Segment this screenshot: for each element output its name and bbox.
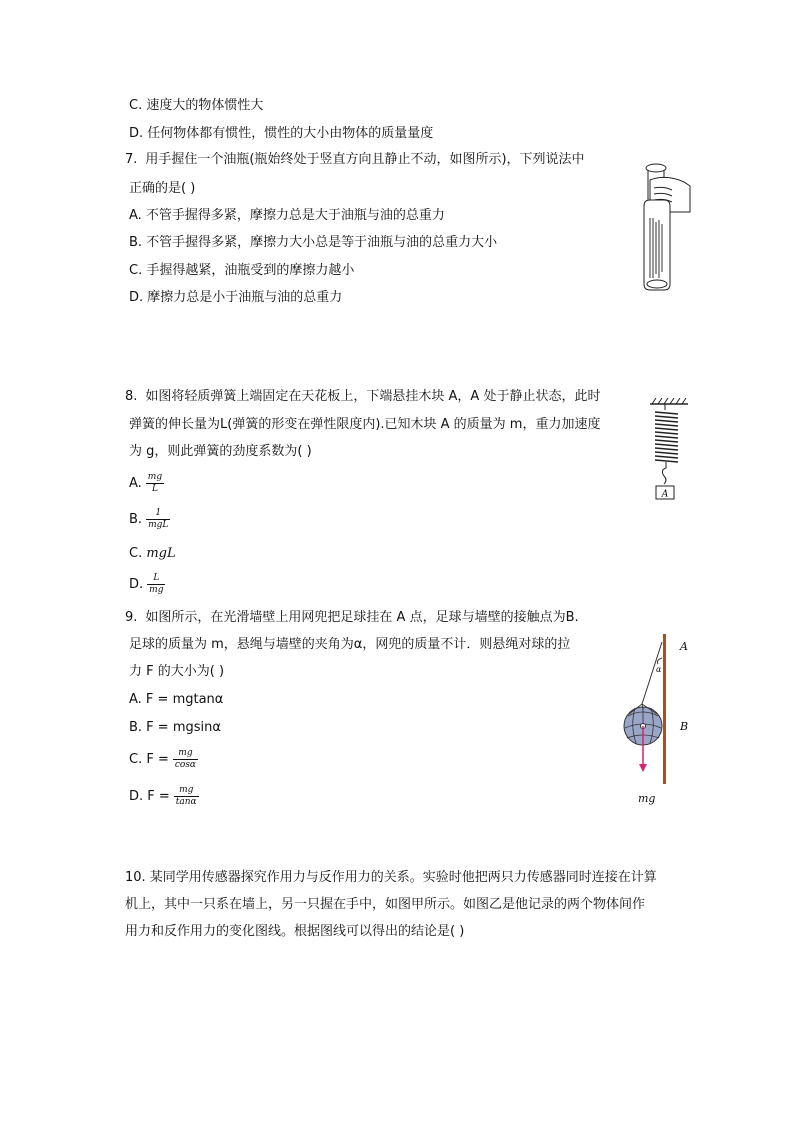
q7-oil-bottle-hand-figure — [636, 160, 692, 292]
q7-option-d: D. 摩擦力总是小于油瓶与油的总重力 — [129, 290, 343, 305]
q6-option-c: C. 速度大的物体惯性大 — [129, 98, 264, 113]
q9-stem-line1 — [125, 609, 579, 627]
q9-option-d-fraction — [174, 785, 199, 808]
q9-option-d — [129, 785, 199, 808]
q9-c-numerator: mg — [173, 748, 198, 760]
q9-football-wall-figure — [618, 630, 698, 810]
q9-stem-line2: 足球的质量为 m，悬绳与墙壁的夹角为α，网兜的质量不计．则悬绳对球的拉 — [129, 637, 571, 652]
q7-stem-line1 — [125, 151, 585, 169]
q9-d-denominator: tanα — [175, 797, 197, 807]
q8-stem-text1: 如图将轻质弹簧上端固定在天花板上，下端悬挂木块 A，A 处于静止状态，此时 — [145, 389, 601, 404]
q10-stem-line1: 10. 某同学用传感器探究作用力与反作用力的关系。实验时他把两只力传感器同时连接在计算 — [125, 870, 657, 885]
q8-option-d-label: D. — [129, 577, 144, 592]
q10-stem-line3: 用力和反作用力的变化图线。根据图线可以得出的结论是( ) — [125, 924, 465, 939]
q7-stem-text1: 用手握住一个油瓶(瓶始终处于竖直方向且静止不动，如图所示)，下列说法中 — [145, 152, 585, 167]
q9-stem-text1: 如图所示，在光滑墙壁上用网兜把足球挂在 A 点，足球与墙壁的接触点为B. — [145, 610, 579, 625]
q9-option-a: A. F = mgtanα — [129, 692, 224, 707]
q8-stem-line2: 弹簧的伸长量为L(弹簧的形变在弹性限度内).已知木块 A 的质量为 m，重力加速度 — [129, 417, 601, 432]
q9-point-a-label: A — [680, 640, 688, 653]
q7-number: 7. — [125, 152, 138, 167]
q6-option-d: D. 任何物体都有惯性，惯性的大小由物体的质量量度 — [129, 126, 434, 141]
q8-stem-line1 — [125, 388, 600, 406]
q8-d-numerator: L — [147, 573, 165, 585]
q9-mg-label: mg — [638, 792, 656, 805]
q8-option-a — [129, 472, 164, 495]
q9-c-denominator: cosα — [174, 760, 197, 770]
q9-point-b-label: B — [680, 720, 689, 733]
q8-d-denominator: mg — [149, 585, 164, 595]
q7-option-b: B. 不管手握得多紧，摩擦力大小总是等于油瓶与油的总重力大小 — [129, 235, 498, 250]
q7-option-c: C. 手握得越紧，油瓶受到的摩擦力越小 — [129, 263, 355, 278]
q9-option-c-fraction — [173, 748, 198, 771]
q8-a-numerator: mg — [147, 472, 163, 482]
q8-option-a-label: A. — [129, 476, 142, 491]
q9-d-numerator: mg — [174, 785, 199, 797]
q8-option-d-fraction — [147, 573, 165, 596]
q7-option-a: A. 不管手握得多紧，摩擦力总是大于油瓶与油的总重力 — [129, 208, 445, 223]
q10-stem-line2: 机上，其中一只系在墙上，另一只握在手中，如图甲所示。如图乙是他记录的两个物体间作 — [125, 897, 646, 912]
q9-option-c — [129, 748, 198, 771]
q9-option-c-label: C. F = — [129, 752, 169, 767]
q9-number: 9. — [125, 610, 138, 625]
q9-alpha-label: α — [656, 665, 662, 674]
q7-stem-line2: 正确的是( ) — [129, 181, 196, 196]
q8-b-numerator: 1 — [146, 508, 170, 520]
q8-number: 8. — [125, 389, 138, 404]
q8-option-d — [129, 573, 165, 596]
q8-option-b — [129, 508, 170, 531]
q8-option-b-label: B. — [129, 512, 143, 527]
q8-stem-line3: 为 g，则此弹簧的劲度系数为( ) — [129, 444, 312, 459]
q8-a-denominator: L — [151, 484, 158, 494]
q9-stem-line3: 力 F 的大小为( ) — [129, 664, 225, 679]
q8-option-b-fraction — [146, 508, 170, 531]
q9-option-d-label: D. F = — [129, 789, 170, 804]
q8-spring-figure — [648, 398, 690, 502]
q8-option-c-value: mgL — [146, 546, 176, 561]
q8-option-c-label: C. — [129, 546, 143, 561]
q8-b-denominator: mgL — [148, 520, 169, 530]
q8-option-c — [129, 545, 176, 563]
q8-block-label: A — [661, 489, 669, 500]
q8-option-a-fraction — [146, 472, 164, 495]
q9-option-b: B. F = mgsinα — [129, 720, 221, 735]
